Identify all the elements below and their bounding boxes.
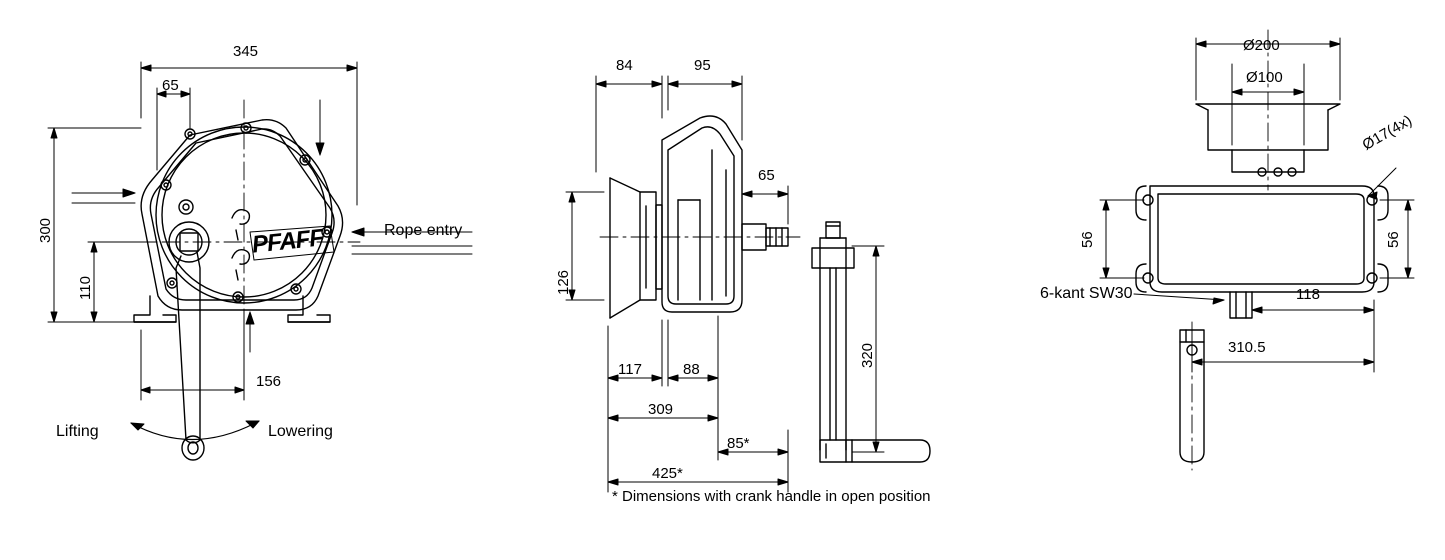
- top-dim-118: 118: [1296, 286, 1320, 303]
- side-dim-84: 84: [616, 57, 633, 74]
- front-dim-345: 345: [233, 43, 259, 60]
- lifting-label: Lifting: [56, 423, 99, 440]
- top-view-geometry: [1136, 104, 1388, 462]
- side-dim-95: 95: [694, 57, 711, 74]
- front-dim-300: 300: [37, 217, 54, 243]
- side-dim-126: 126: [555, 269, 572, 295]
- side-dim-320: 320: [859, 342, 876, 368]
- pfaff-logo: PFAFF: [250, 224, 325, 259]
- side-dim-425: 425*: [652, 465, 683, 482]
- top-dim-d17: Ø17(4x): [1359, 112, 1415, 154]
- side-dim-65: 65: [758, 167, 775, 184]
- hex-sw30-label: 6-kant SW30: [1040, 285, 1133, 302]
- front-view-geometry: [134, 120, 343, 460]
- side-dim-117: 117: [618, 361, 642, 378]
- crank-handle-footnote: * Dimensions with crank handle in open position: [612, 488, 931, 505]
- top-dim-d200: Ø200: [1243, 37, 1280, 54]
- front-dim-110: 110: [77, 276, 94, 300]
- front-dim-156: 156: [256, 373, 282, 390]
- side-dim-309: 309: [648, 401, 674, 418]
- top-dim-d100: Ø100: [1246, 69, 1283, 86]
- front-dim-65: 65: [162, 77, 179, 94]
- top-dim-310-5: 310.5: [1228, 339, 1266, 356]
- top-view-dimensions: [1100, 30, 1414, 470]
- top-dim-56-right: 56: [1385, 231, 1402, 248]
- rope-entry-label: Rope entry: [384, 222, 463, 239]
- top-dim-56-left: 56: [1079, 231, 1096, 248]
- side-dim-85: 85*: [727, 435, 750, 452]
- lowering-label: Lowering: [268, 423, 333, 440]
- side-dim-88: 88: [683, 361, 700, 378]
